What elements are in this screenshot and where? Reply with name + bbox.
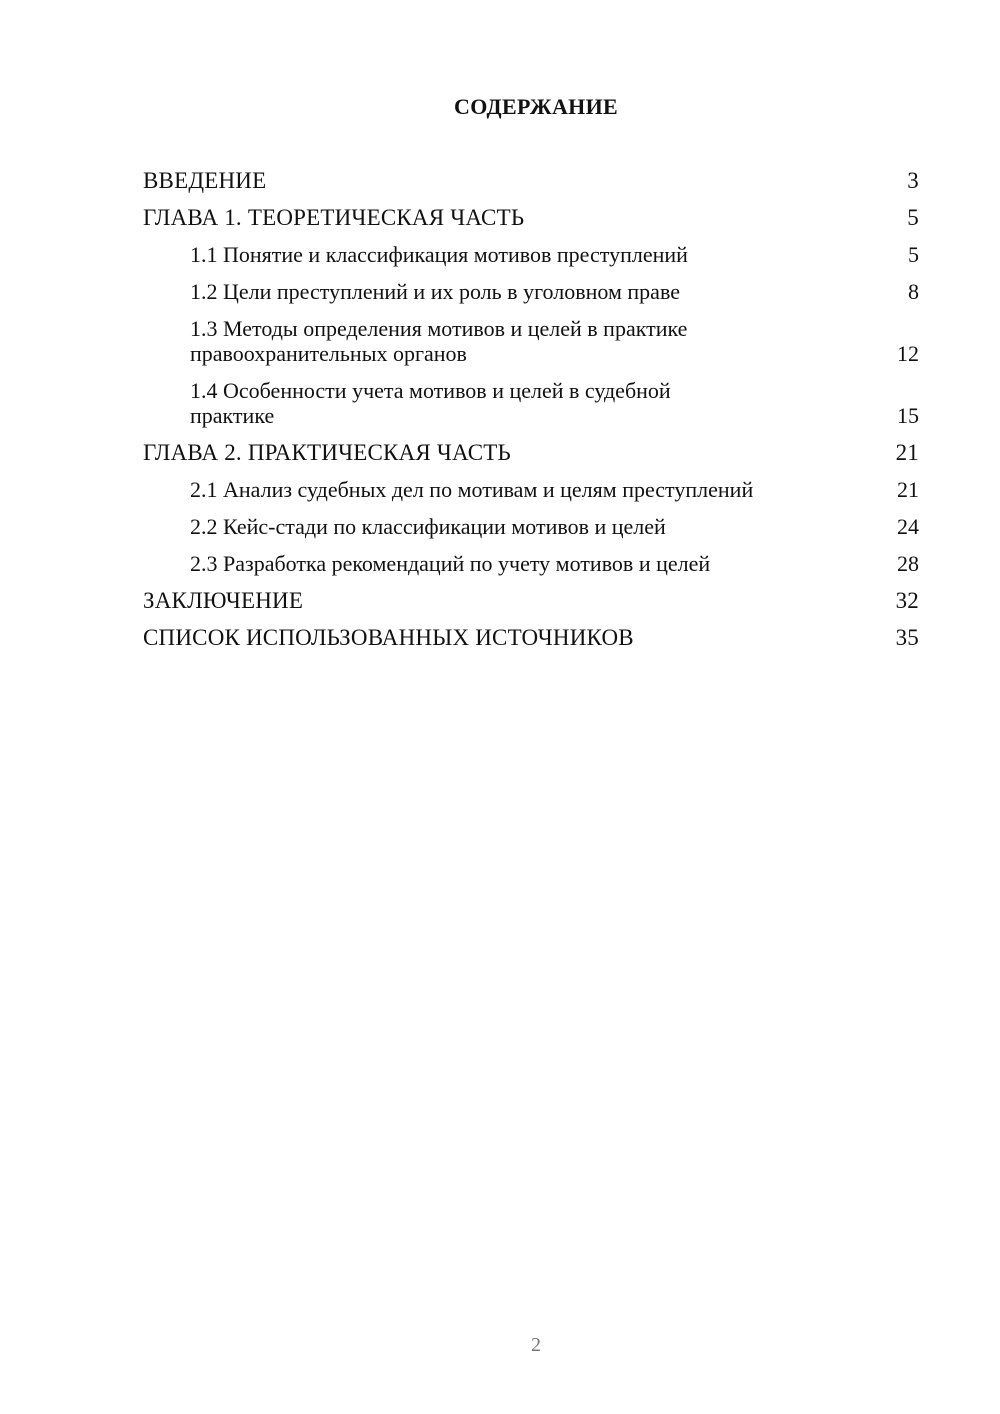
toc-entry-text: СПИСОК ИСПОЛЬЗОВАННЫХ ИСТОЧНИКОВ xyxy=(143,625,634,650)
toc-entry-section-1-2[interactable] xyxy=(143,279,919,304)
toc-entry-text: 2.2 Кейс-стади по классификации мотивов и целей xyxy=(190,514,666,539)
toc-entry-introduction[interactable] xyxy=(143,168,919,193)
toc-entry-text: ГЛАВА 1. ТЕОРЕТИЧЕСКАЯ ЧАСТЬ xyxy=(143,205,525,230)
toc-entry-chapter-1[interactable] xyxy=(143,205,919,230)
toc-entry-page: 8 xyxy=(908,279,919,304)
toc-entry-text: ВВЕДЕНИЕ xyxy=(143,168,267,193)
toc-entry-page: 12 xyxy=(897,341,919,366)
toc-entry-page: 5 xyxy=(907,205,919,230)
toc-entry-text: 1.4 Особенности учета мотивов и целей в судебной практике xyxy=(190,378,671,428)
toc-entry-page: 3 xyxy=(907,168,919,193)
page-number: 2 xyxy=(531,1334,541,1356)
toc-entry-text: 1.3 Методы определения мотивов и целей в практике правоохранительных органов xyxy=(190,316,688,366)
toc-entry-page: 21 xyxy=(897,477,919,502)
toc-entry-references[interactable] xyxy=(143,625,919,650)
toc-entry-text: 2.3 Разработка рекомендаций по учету мотивов и целей xyxy=(190,551,711,576)
toc-entry-text: ГЛАВА 2. ПРАКТИЧЕСКАЯ ЧАСТЬ xyxy=(143,440,511,465)
toc-entry-section-1-3[interactable] xyxy=(143,316,919,366)
toc-entry-text: 2.1 Анализ судебных дел по мотивам и целям преступлений xyxy=(190,477,754,502)
toc-entry-page: 21 xyxy=(895,440,919,465)
toc-entry-section-2-2[interactable] xyxy=(143,514,919,539)
toc-entry-page: 15 xyxy=(897,403,919,428)
toc-entry-page: 5 xyxy=(908,242,919,267)
toc-entry-section-1-1[interactable] xyxy=(143,242,919,267)
table-of-contents xyxy=(143,168,919,662)
toc-entry-page: 35 xyxy=(895,625,919,650)
toc-entry-chapter-2[interactable] xyxy=(143,440,919,465)
toc-entry-section-2-3[interactable] xyxy=(143,551,919,576)
toc-entry-page: 32 xyxy=(895,588,919,613)
toc-entry-text: 1.1 Понятие и классификация мотивов преступлений xyxy=(190,242,688,267)
toc-entry-text: 1.2 Цели преступлений и их роль в уголовном праве xyxy=(190,279,680,304)
toc-entry-page: 24 xyxy=(897,514,919,539)
toc-entry-page: 28 xyxy=(897,551,919,576)
toc-entry-section-2-1[interactable] xyxy=(143,477,919,502)
toc-entry-text: ЗАКЛЮЧЕНИЕ xyxy=(143,588,304,613)
toc-entry-conclusion[interactable] xyxy=(143,588,919,613)
toc-entry-section-1-4[interactable] xyxy=(143,378,919,428)
page-title: СОДЕРЖАНИЕ xyxy=(454,94,618,119)
